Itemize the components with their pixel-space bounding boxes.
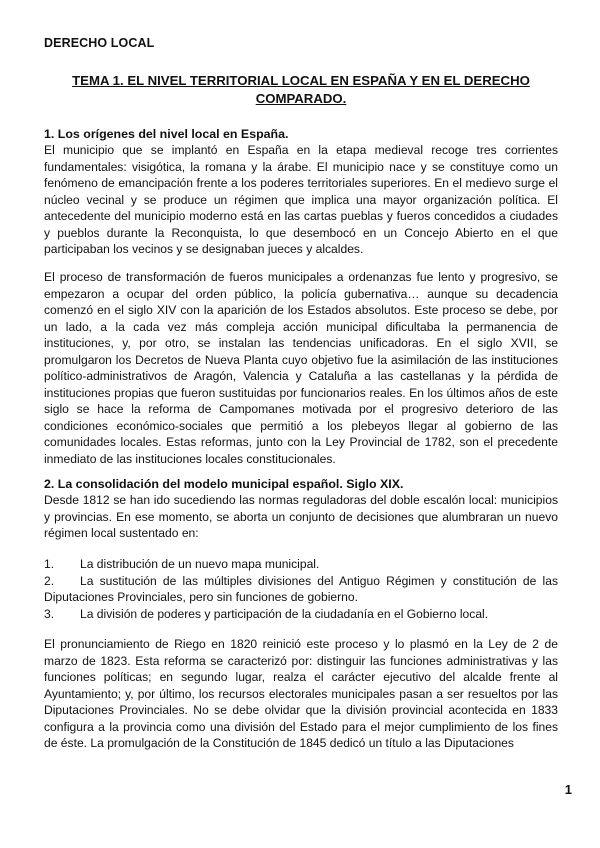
document-title [44,72,558,108]
title-line-2: COMPARADO. [255,91,347,106]
section-1-paragraph-1: El municipio que se implantó en España en la etapa medieval recoge tres corrientes fundamentales: visigótica, la romana y la árabe. El municipio nace y se constituye como un fenómeno de emancipación frente a los poderes territoriales superiores. En el medievo surge el núcleo vecinal y se produce un régimen que implica una mayor organización política. El antecedente del municipio moderno está en las cartas pueblas y fueros concedidos a ciudades y pueblos durante la Reconquista, lo que desembocó en un Concejo Abierto en el que participaban los vecinos y se designaban jueces y alcaldes. [44,143,558,256]
list-item [44,606,558,623]
section-2-paragraph-1: Desde 1812 se han ido sucediendo las normas reguladoras del doble escalón local: municipios y provincias. En ese momento, se aborta un conjunto de decisiones que alumbraran un nuevo régimen local sustentado en: [44,493,558,540]
list-number: 1. [44,557,55,571]
section-1-paragraph-2: El proceso de transformación de fueros municipales a ordenanzas fue lento y progresivo, se empezaron a ocupar del orden público, la policía gubernativa… aunque su decadencia comenzó en el siglo XIV con la aparición de los Estados absolutos. Este proceso se debe, por un lado, a la cada vez más compleja acción municipal dificultaba la permanencia de instituciones, y, por otro, se instalan las tendencias unificadoras. En el siglo XVII, se promulgaron los Decretos de Nueva Planta cuyo objetivo fue la asimilación de las instituciones político-administrativos de Aragón, Valencia y Cataluña a las castellanas y la pérdida de instituciones propias que fueron sustituidas por funcionarios reales. En los últimos años de este siglo se hace la reforma de Campomanes motivada por el progresivo deterioro de las condiciones económico-sociales que permitió a los plebeyos llegar al gobierno de las comunidades locales. Estas reformas, junto con la Ley Provincial de 1782, son el precedente inmediato de las instituciones locales constitucionales. [44,270,558,466]
section-1-heading: 1. Los orígenes del nivel local en España. [44,127,289,141]
document-page [44,0,572,848]
section-2-heading: 2. La consolidación del modelo municipal español. Siglo XIX. [44,477,404,491]
page-number: 1 [564,782,572,797]
list-item [44,573,558,606]
list-text: La distribución de un nuevo mapa municipal. [80,557,320,571]
section-2-paragraph-2: El pronunciamiento de Riego en 1820 reinició este proceso y lo plasmó en la Ley de 2 de marzo de 1823. Esta reforma se caracterizó por: distinguir las funciones administrativas y las funciones políticas; en segundo lugar, realza el carácter ejecutivo del alcalde frente al Ayuntamiento; y, por último, los recursos electorales municipales pasan a ser resueltos por las Diputaciones Provinciales. No se debe olvidar que la división provincial acontecida en 1833 configura a la provincia como una división del Estado para el mejor cumplimiento de los fines de éste. La promulgación de la Constitución de 1845 dedicó un título a las Diputaciones [44,637,558,750]
list-number: 2. [44,573,55,588]
course-header: DERECHO LOCAL [44,36,155,50]
reform-list [44,556,558,622]
title-line-1: TEMA 1. EL NIVEL TERRITORIAL LOCAL EN ESPAÑA Y EN EL DERECHO [72,73,530,88]
list-number: 3. [44,606,55,621]
list-text: La división de poderes y participación de la ciudadanía en el Gobierno local. [80,606,489,621]
list-item [44,556,558,573]
list-text: La sustitución de las múltiples divisiones del Antiguo Régimen y constitución de las Diputaciones Provinciales, pero sin funciones de gobierno. [44,573,558,604]
